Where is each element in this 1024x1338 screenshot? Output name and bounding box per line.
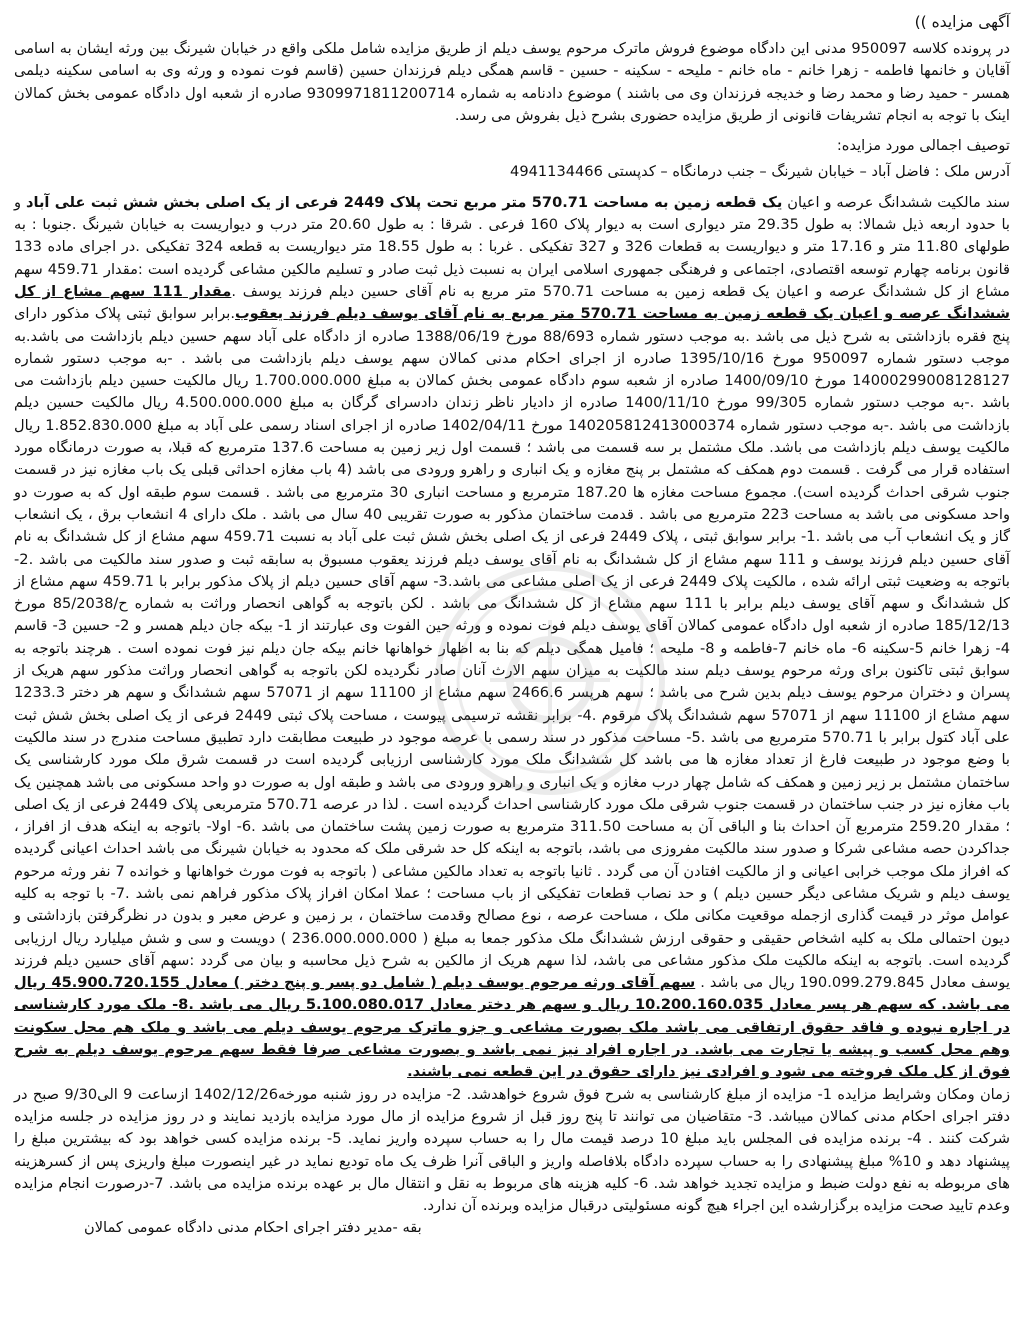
announcement-title: آگهی مزایده )) <box>914 13 1010 31</box>
land-parcel-highlight: یک قطعه زمین به مساحت 570.71 متر مربع تحت پلاک 2449 فرعی از یک اصلی بخش شش ثبت علی آباد <box>25 193 783 211</box>
boundaries-text: و با حدود اربعه ذیل شمالا: به طول 29.35 متر دیواری است به دیوار پلاک 160 فرعی . شرقا : به طول 20.60 متر درب و دیواریست به خیابان شیرنگ .جنوبا : به طولهای 11.80 متر و 17.16 متر و دیواریست به قطعات 326 و 327 تفکیکی . غربا : به طول 18.55 متر دیواریست به قطعه 324 تفکیکی .در اجرای ماده 133 قانون برنامه چهارم توسعه اقتصادی، اجتماعی و فرهنگی جمهوری اسلامی ایران به نسبت ذیل ثبت صادر و تسلیم مالکین مشاعی گردیده است :مقدار 459.71 سهم مشاع از کل ششدانگ عرصه و اعیان یک قطعه زمین به مساحت 570.71 متر مربع به نام آقای حسین دیلم فرزند یوسف . <box>14 193 1011 300</box>
heirs-share-highlight: سهم آقای ورثه مرحوم یوسف دیلم ( شامل دو پسر و پنج دختر ) معادل 45.900.720.155 ریال می باشد. که سهم هر پسر معادل 10.200.160.035 ریال و سهم هر دختر معادل 5.100.080.017 ریال می باشد .8- ملک مورد کارشناسی در اجاره نبوده و فاقد حقوق ارتفاقی می باشد ملک بصورت مشاعی و جزو ماترک مرحوم یوسف دیلم می باشد و ملک هم محل سکونت وهم محل کسب و پیشه یا تجارت می باشد. در اجاره افراد نیز نمی باشد و بصورت مشاعی صرفا فقط سهم مرحوم یوسف دیلم به شرح فوق از کل ملک فروخته می شود و افرادی نیز دارای حقوق در این قطعه نمی باشند. <box>14 974 1010 1081</box>
deed-intro-text: سند مالکیت ششدانگ عرصه و اعیان <box>787 193 1011 211</box>
auction-terms-paragraph: زمان ومکان وشرایط مزایده 1- مزایده از مبلغ کارشناسی به شرح فوق شروع خواهدشد. 2- مزایده در روز شنبه مورخه1402/12/26 ازساعت 9 الی9/30 صبح در دفتر اجرای احکام مدنی کمالان میباشد. 3- متقاضیان می توانند تا پنج روز قبل از شروع مزایده از مال مورد مزایده بازدید نمایند و در روز مزایده در جلسه مزایده شرکت کنند . 4- برنده مزایده فی المجلس باید مبلغ 10 درصد قیمت مال را به حساب سپرده واریز نماید. 5- برنده مزایده کسی خواهد بود که بیشترین مبلغ را پیشنهاد دهد و 10% مبلغ پیشنهادی را به حساب سپرده دادگاه بلافاصله واریز و الباقی آنرا ظرف یک ماه تودیع نماید در غیر اینصورت مبلغ واریزی پس از کسرهزینه های مربوطه به نفع دولت ضبط و مزایده تجدید خواهد شد. 6- کلیه هزینه های مربوط به نقل و انتقال مال بر عهده برنده مزایده می باشد. 7-درصورت انجام مزایده وعدم تایید صحت مزایده برگزارشده این اجراء هیچ گونه مسئولیتی درقبال مزایده وبرنده آن ندارد. <box>14 1085 1011 1215</box>
yousef-share-highlight: مقدار 111 سهم مشاع از کل ششدانگ عرصه و اعیان یک قطعه زمین به مساحت 570.71 متر مربع به نام آقای یوسف دیلم فرزند یعقوب <box>14 282 1010 323</box>
signature-line: بقه -مدیر دفتر اجرای احکام مدنی دادگاه عمومی کمالان <box>84 1219 422 1237</box>
registry-details-text: .برابر سوابق ثبتی پلاک مذکور دارای پنج فقره بازداشتی به شرح ذیل می باشد .به موجب دستور شماره 88/693 مورخ 1388/06/19 صادره از دادگاه علی آباد سهم حسین دیلم بازداشت می باشد.به موجب دستور شماره 950097 مورخ 1395/10/16 صادره از اجرای احکام مدنی کمالان سهم یوسف دیلم بازداشت می باشد . -به موجب دستور شماره 14000299008128127 مورخ 1400/09/10 صادره از شعبه سوم دادگاه عمومی بخش کمالان به مبلغ 1.700.000.000 ریال مالکیت حسین دیلم بازداشت می باشد .-به موجب دستور شماره 99/305 مورخ 1400/11/10 صادره از دادیار ناظر زندان دادسرای گرگان به مبلغ 4.500.000.000 ریال مالکیت حسین دیلم بازداشت می باشد .-به موجب دستور شماره 140205812413000374 مورخ 1402/04/11 صادره از اجرای اسناد رسمی علی آباد به مبلغ 1.852.830.000 ریال مالکیت یوسف دیلم بازداشت می باشد. ملک مشتمل بر سه قسمت می باشد ؛ قسمت اول زیر زمین به مساحت 137.6 مترمربع که قبلا، به صورت درمانگاه مورد استفاده قرار می گرفت . قسمت دوم همکف که مشتمل بر پنج مغازه و یک انباری و راهرو ورودی می باشد (4 باب مغازه احداثی قبلی یک باب مغازه نیز در قسمت جنوب شرقی احداث گردیده است). مجموع مساحت مغازه ها 187.20 مترمربع و مساحت انباری 30 مترمربع می باشد . قسمت سوم طبقه اول که به صورت دو واحد مسکونی می باشد به مساحت 223 مترمربع می باشد . قدمت ساختمان مذکور به صورت تقریبی 40 سال می باشد . ملک دارای 4 انشعاب برق ، یک انشعاب گاز و یک انشعاب آب می باشد .1- برابر سوابق ثبتی ، پلاک 2449 فرعی از یک اصلی بخش شش ثبت علی آباد به نسبت 459.71 سهم مشاع از کل ششدانگ به نام آقای حسین دیلم فرزند یوسف و 111 سهم مشاع از کل ششدانگ به نام آقای یوسف دیلم فرزند یعقوب مسبوق به سابقه ثبت و صدور سند مالکیت می باشد .2- باتوجه به وضعیت ثبتی ارائه شده ، مالکیت پلاک 2449 فرعی از یک اصلی مشاعی می باشد.3- سهم آقای حسین دیلم از پلاک مذکور برابر با 459.71 سهم مشاع از کل ششدانگ و سهم آقای یوسف دیلم برابر با 111 سهم مشاع از کل ششدانگ می باشد . لکن باتوجه به گواهی انحصار وراثت به شماره ح/85/2038 مورخ 185/12/13 صادره از شعبه اول دادگاه عمومی کمالان آقای یوسف دیلم فوت نموده و ورثه حین الفوت وی عبارتند از 1- بیکه جان دیلم همسر و 2- حسین 3- قاسم 4- زهرا خانم 5-سکینه 6- ماه خانم 7-فاطمه و 8- ملیحه ؛ فامیل همگی دیلم که بنا به اظهار خواهانها خانم بیکه جان دیلم نیز فوت نموده است . هرچند باتوجه به سوابق ثبتی تاکنون برای ورثه مرحوم یوسف دیلم سند مالکیت به میزان سهم الارث آنان صادر نگردیده لکن باتوجه به گواهی انحصار وراثت مذکور سهم هریک از پسران و دختران مرحوم یوسف دیلم بدین شرح می باشد ؛ سهم هرپسر 2466.6 سهم مشاع از 11100 سهم از 57071 سهم ششدانگ و سهم هر دختر 1233.3 سهم مشاع از 11100 سهم از 57071 سهم ششدانگ پلاک مرقوم .4- برابر نقشه ترسیمی پیوست ، مساحت پلاک ثبتی 2449 فرعی از یک اصلی بخش شش ثبت علی آباد کتول برابر با 570.71 مترمربع می باشد .5- مساحت مذکور در سند رسمی با عرصه موجود در طبیعت مطابقت دارد تطبیق مساحت مندرج در سند مالکیت با وضع موجود در طبیعت فارغ از تعداد مغازه ها می باشد کل ششدانگ ملک مورد کارشناسی ارزیابی گردیده است در قسمت شرق ملک مورد کارشناسی یک ساختمان مشتمل بر زیر زمین و همکف که شامل چهار درب مغازه و یک انباری و راهرو ورودی می باشد و طبقه اول به صورت دو واحد مسکونی می باشد همچنین یک باب مغازه نیز در جنب ساختمان در قسمت جنوب شرقی ملک مورد کارشناسی احداث گردیده است . لذا در عرصه 570.71 مترمربعی پلاک 2449 فرعی از یک اصلی ؛ مقدار 259.20 مترمربع آن احداث بنا و الباقی آن به مساحت 311.50 مترمربع به صورت زمین پشت ساختمان می باشد .6- اولا- باتوجه به اینکه هدف از افراز ، جداکردن حصه مشاعی شرکا و صدور سند مالکیت مفروزی می باشد، باتوجه به اینکه کل حد شرقی ملک که محدود به خیابان شیرنگ می باشد احداث اعیانی گردیده که افراز ملک موجب خرابی اعیانی و از مالکیت افتادن آن می گردد . ثانیا باتوجه به تعداد مالکین مشاعی ( باتوجه به فوت مورث خواهانها و خوانده 7 نفر ورثه مرحوم یوسف دیلم و شریک مشاعی دیگر حسین دیلم ) و حد نصاب قطعات تفکیکی از باب مساحت ؛ عملا امکان افراز پلاک مذکور فراهم نمی باشد .7- با توجه به کلیه عوامل موثر در قیمت گذاری ازجمله موقعیت مکانی ملک ، مساحت عرصه ، نوع مصالح وقدمت ساختمان ، بر زمین و عرض معبر و بدون در نظرگرفتن بازداشتی و دیون احتمالی ملک به کلیه اشخاص حقیقی و حقوقی ارزش ششدانگ ملک مذکور جمعا به مبلغ ( 236.000.000.000 ) دویست و سی و شش میلیارد ریال ارزیابی گردیده است. باتوجه به اینکه مالکیت ملک مذکور مشاعی می باشد، لذا سهم هریک از مالکین به شرح ذیل محاسبه و بیان می گردد :سهم آقای حسین دیلم فرزند یوسف معادل 190.099.279.845 ریال می باشد . <box>14 305 1011 992</box>
property-details-paragraph <box>14 192 1010 1084</box>
property-address: آدرس ملک : فاضل آباد – خیابان شیرنگ – جنب درمانگاه – کدپستی 4941134466 <box>510 163 1010 181</box>
intro-paragraph: در پرونده کلاسه 950097 مدنی این دادگاه موضوع فروش ماترک مرحوم یوسف دیلم از طریق مزایده شامل ملکی واقع در خیابان شیرنگ بین ورثه ایشان به اسامی آقایان و خانمها فاطمه - زهرا خانم - ماه خانم - ملیحه - سکینه - حسین - قاسم همگی دیلم فرزندان حسین (قاسم فوت نموده و ورثه وی به اسامی سکینه دیلمی همسر - حمید رضا و محمد رضا و خدیجه فرزندان وی می باشند ) موضوع دادنامه به شماره 9309971811200714 صادره از شعبه اول دادگاه عمومی بخش کمالان اینک با توجه به انجام تشریفات قانونی از طریق مزایده حضوری بشرح ذیل بفروش می رسد. <box>14 40 1010 124</box>
property-section-title: توصیف اجمالی مورد مزایده: <box>836 137 1010 155</box>
